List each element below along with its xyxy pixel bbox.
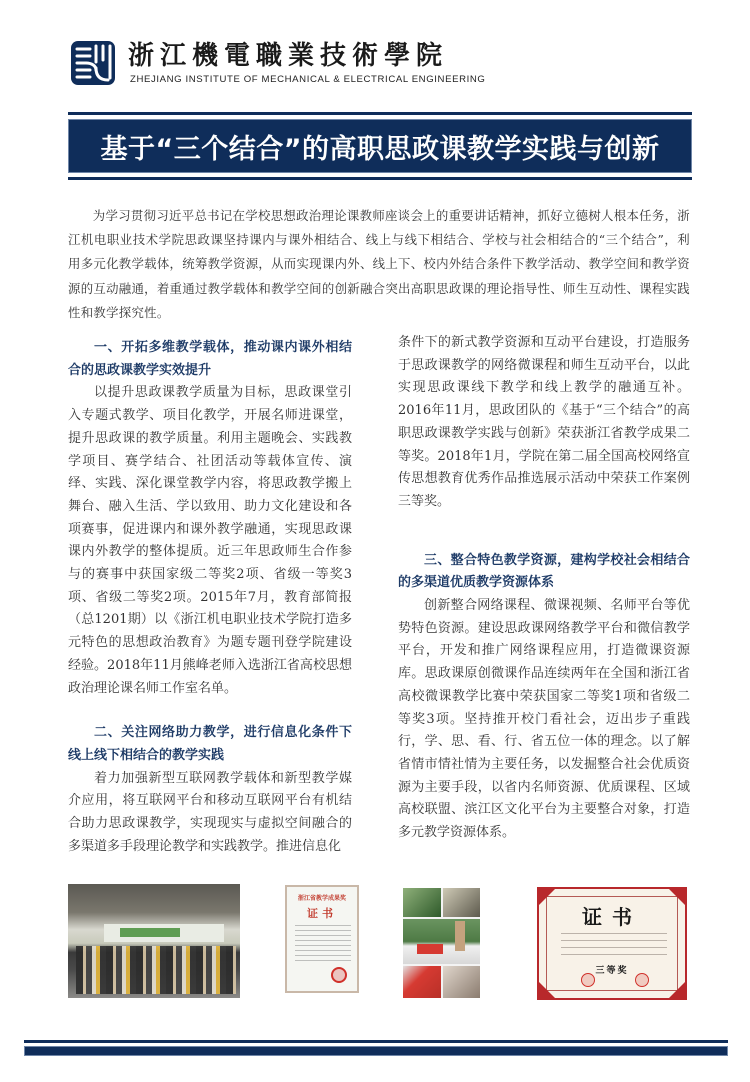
column-right bbox=[398, 332, 690, 845]
section-heading-1: 一、开拓多维教学载体，推动课内课外相结合的思政课教学实效提升 bbox=[68, 340, 352, 378]
section-body-1: 以提升思政课教学质量为目标，思政课堂引入专题式教学、项目化教学，开展名师进课堂，提升思政课的教学质量。利用主题晚会、实践教学项目、赛学结合、社团活动等载体宣传、演绎、实践、深化课堂教学内容，将思政教学搬上舞台、融入生活、学以致用、助力文化建设和各项赛事，促进课内和课外教学融通，实现思政课课内外教学的整体提质。近三年思政师生合作参与的赛事中获国家级二等奖2项、省级一等奖3项、省级二等奖2项。2015年7月，教育部简报（总1201期）以《浙江机电职业技术学院打造多元特色的思想政治教育》为题专题刊登学院建设经验。2018年11月熊峰老师入选浙江省高校思想政治理论课名师工作室名单。 bbox=[68, 385, 352, 696]
section-heading-2: 二、关注网络助力教学，进行信息化条件下线上线下相结合的教学实践 bbox=[68, 725, 352, 763]
collage-tile bbox=[443, 966, 480, 998]
people-rows bbox=[76, 946, 236, 994]
section-body-3: 创新整合网络课程、微课视频、名师平台等优势特色资源。建设思政课网络教学平台和微信教学平台，开发和推广网络课程应用，打造微课资源库。思政课原创微课作品连续两年在全国和浙江省高校微课教学比赛中荣获国家二等奖1项和省级二等奖3项。坚持推开校门看社会，迈出步子重践行，学、思、看、行、省五位一体的理念。以了解省情市情社情为主要任务，以发掘整合社会优质资源为主要手段，以省内名师资源、优质课程、区域高校联盟、滨江区文化平台为主要整合对象，打造多元教学资源体系。 bbox=[398, 598, 690, 841]
award-level: 三等奖 bbox=[595, 966, 629, 976]
red-seal-icon bbox=[581, 973, 595, 987]
school-name-chinese: 浙江機電職業技術學院 bbox=[128, 41, 449, 71]
column-left bbox=[68, 337, 352, 858]
event-banner bbox=[104, 924, 224, 942]
footer-rule-thin bbox=[24, 1040, 728, 1043]
certificate-text-lines bbox=[561, 933, 667, 961]
section-heading-3: 三、整合特色教学资源，建构学校社会相结合的多渠道优质教学资源体系 bbox=[398, 552, 690, 591]
collage-tile bbox=[403, 966, 441, 998]
school-emblem-icon bbox=[70, 40, 116, 86]
title-banner bbox=[68, 119, 692, 173]
school-name-english: ZHEJIANG INSTITUTE OF MECHANICAL & ELECTRICAL ENGINEERING bbox=[130, 74, 486, 85]
collage-tile bbox=[443, 888, 480, 917]
page-title: 基于“三个结合”的高职思政课教学实践与创新 bbox=[100, 133, 660, 165]
certificate-award-photo bbox=[537, 887, 687, 1000]
title-rule-top bbox=[68, 112, 692, 115]
title-rule-bottom bbox=[68, 177, 692, 180]
collage-tile bbox=[403, 888, 441, 917]
red-seal-icon bbox=[331, 967, 347, 983]
section-body-2-continued: 条件下的新式教学资源和互动平台建设，打造服务于思政课教学的网络微课程和师生互动平台，以此实现思政课线下教学和线上教学的融通互补。2016年11月，思政团队的《基于“三个结合”的高职思政课教学实践与创新》荣获浙江省教学成果二等奖。2018年1月，学院在第二届全国高校网络宣传思想教育优秀作品推选展示活动中荣获工作案例三等奖。 bbox=[398, 335, 690, 509]
red-seal-icon bbox=[635, 973, 649, 987]
section-body-2: 着力加强新型互联网教学载体和新型教学媒介应用，将互联网平台和移动互联网平台有机结合助力思政课教学，实现现实与虚拟空间融合的多渠道多手段理论教学和实践教学。推进信息化 bbox=[68, 770, 352, 854]
footer-rule-thick bbox=[24, 1046, 728, 1056]
certificate-header: 浙江省教学成果奖 bbox=[297, 895, 346, 902]
intro-paragraph: 为学习贯彻习近平总书记在学校思想政治理论课教师座谈会上的重要讲话精神，抓好立德树人根本任务，浙江机电职业技术学院思政课坚持课内与课外相结合、线上与线下相结合、学校与社会相结合的“三个结合”，利用多元化教学载体，统筹教学资源，从而实现课内外、线上下、校内外结合条件下教学活动、教学空间和教学资源的互动融通，着重通过教学载体和教学空间的创新融合突出高职思政课的理论指导性、师生互动性、课程实践性和教学探究性。 bbox=[68, 208, 690, 320]
certificate-title: 证书 bbox=[307, 907, 337, 920]
certificate-text-lines bbox=[295, 925, 351, 965]
group-photo bbox=[68, 884, 240, 998]
certificate-provincial-photo bbox=[285, 885, 359, 993]
collage-tile bbox=[403, 919, 480, 964]
practice-collage-photo bbox=[403, 888, 480, 998]
certificate-title: 证书 bbox=[582, 905, 642, 929]
